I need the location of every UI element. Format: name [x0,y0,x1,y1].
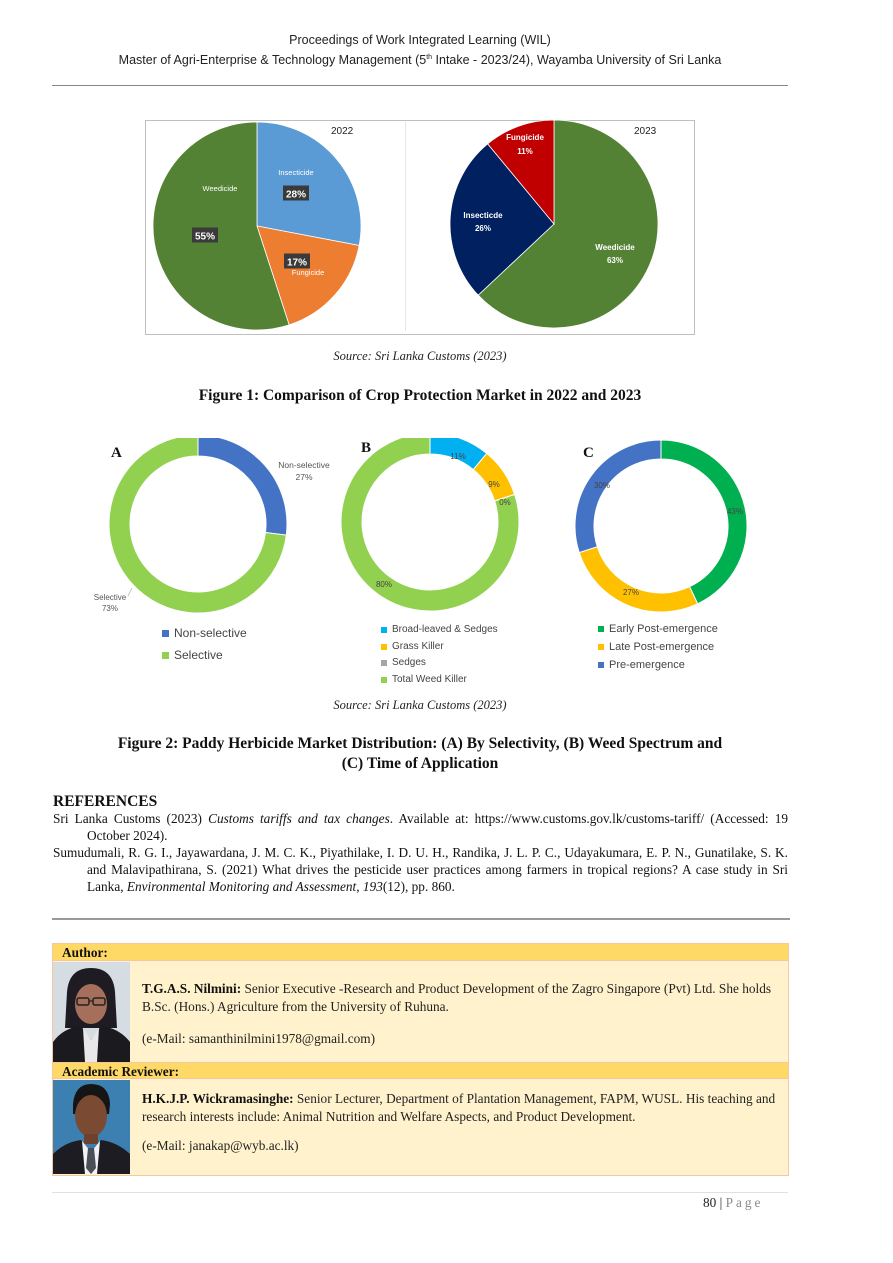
slice-insecticide [257,122,361,245]
author-reviewer-box [52,943,789,1176]
category-label-weedicide: Weedicide [202,184,238,193]
reference-text: , [356,879,363,894]
page-number-value: 80 [703,1195,717,1210]
data-label-grass-killer: 9% [488,480,500,489]
category-label-weedicide: Weedicide [595,243,635,252]
data-label-insecticide: 26% [474,224,492,233]
legend-item [381,655,498,672]
legend-label: Early Post-emergence [609,623,718,635]
pie-2022-title: 2022 [331,126,354,137]
category-label-fungicide: Fungicide [291,268,325,277]
section-divider [52,918,790,920]
slice-early-post-emergence [661,440,747,604]
legend-swatch [381,644,387,650]
data-label-late-post: 27% [622,588,640,597]
legend-b [381,622,498,688]
panel-label-c: C [583,445,594,461]
legend-swatch [598,644,604,650]
data-label-weedicide: 55% [194,231,216,243]
slice-non-selective [198,438,287,535]
reference-volume: 193 [362,879,383,894]
author-bio [142,980,787,1016]
data-label-pre-emergence: 30% [593,481,611,490]
legend-item [598,620,718,638]
legend-item [162,644,247,666]
legend-item [381,622,498,639]
running-header [0,32,840,69]
author-photo [53,962,130,1062]
legend-label: Late Post-emergence [609,641,715,653]
reviewer-description: Senior Lecturer, Department of Plantation Management, FAPM, WUSL. His teaching and research interests include: Animal Nutrition and Welfare Aspects, and Product Development. [142,1091,776,1124]
reference-item [53,810,788,844]
header-divider [52,85,788,86]
category-label-selective: Selective [93,593,127,602]
legend-swatch [598,662,604,668]
figure-2-caption-line-1: Figure 2: Paddy Herbicide Market Distribution: (A) By Selectivity, (B) Weed Spectrum and [117,735,723,752]
figure-1-panel-divider [405,122,406,331]
reviewer-photo [53,1080,130,1174]
category-label-insecticide: Insecticde [463,211,503,220]
footer-divider [52,1192,788,1193]
slice-pre-emergence [575,440,661,553]
author-heading: Author: [53,944,788,961]
legend-label: Broad-leaved & Sedges [392,624,498,635]
pie-chart-2022 [150,118,365,334]
author-email[interactable]: (e-Mail: samanthinilmini1978@gmail.com) [142,1031,376,1046]
legend-swatch [162,652,169,659]
donut-chart-selectivity [80,438,340,618]
pie-chart-2023 [450,118,660,334]
data-label-non-selective: 27% [295,472,313,482]
page-word: Page [725,1195,764,1210]
reference-text[interactable]: . Available at: https://www.customs.gov.lk/customs-tariff/ (Accessed: 19 October 2024). [87,811,788,843]
category-label-insecticide: Insecticide [278,168,314,177]
pie-2023-title: 2023 [634,126,657,137]
legend-swatch [598,626,604,632]
data-label-insecticide: 28% [285,189,307,201]
legend-item [598,638,718,656]
legend-a [162,622,247,666]
leader-line [128,588,132,596]
legend-swatch [162,630,169,637]
reference-title: Customs tariffs and tax changes [208,811,390,826]
reviewer-bio [142,1090,787,1126]
panel-label-a: A [111,445,122,461]
legend-label: Sedges [392,657,426,668]
reference-text: (12), pp. 860. [382,879,455,894]
legend-item [162,622,247,644]
header-superscript: th [426,54,433,61]
data-label-weedicide: 63% [606,256,624,265]
category-label-non-selective: Non-selective [278,460,330,470]
page-separator: | [716,1195,726,1210]
reference-text: Sri Lanka Customs (2023) [53,811,209,826]
figure-2-caption [0,734,840,774]
figure-1-source: Source: Sri Lanka Customs (2023) [333,349,507,363]
data-label-total-weed-killer: 80% [375,580,393,589]
legend-label: Grass Killer [392,640,444,652]
legend-swatch [381,627,387,633]
legend-c [598,620,718,674]
legend-item [381,672,498,689]
figure-2-source: Source: Sri Lanka Customs (2023) [333,698,507,712]
header-line-2-text: Master of Agri-Enterprise & Technology Management (5 [118,53,427,68]
data-label-sedges: 0% [499,498,511,507]
author-description: Senior Executive -Research and Product Development of the Zagro Singapore (Pvt) Ltd. She holds B.Sc. (Hons.) Agriculture from the University of Ruhuna. [142,981,772,1014]
reviewer-email[interactable]: (e-Mail: janakap@wyb.ac.lk) [142,1138,299,1153]
reviewer-name: H.K.J.P. Wickramasinghe: [142,1091,294,1106]
reviewer-heading: Academic Reviewer: [53,1062,788,1079]
figure-1-caption: Figure 1: Comparison of Crop Protection Market in 2022 and 2023 [198,387,642,404]
category-label-fungicide: Fungicide [506,133,544,142]
legend-item [598,656,718,674]
legend-swatch [381,660,387,666]
legend-swatch [381,677,387,683]
data-label-early-post: 43% [726,507,744,516]
legend-item [381,639,498,656]
legend-label: Selective [174,648,223,662]
data-label-fungicide: 11% [517,147,533,156]
donut-chart-application-time [565,438,760,618]
references-heading: REFERENCES [53,793,158,810]
data-label-broad-leaved: 11% [450,452,466,461]
panel-label-b: B [361,440,372,456]
legend-label: Non-selective [174,626,247,640]
data-label-selective: 73% [101,604,119,613]
page-number [703,1195,763,1211]
donut-chart-weed-spectrum [335,438,535,618]
header-line-2-rest: Intake - 2023/24), Wayamba University of Sri Lanka [432,53,722,68]
figure-2-caption-line-2: (C) Time of Application [341,755,499,772]
data-label-fungicide: 17% [286,257,308,269]
reference-text: Sumudumali, R. G. I., Jayawardana, J. M. C. K., Piyathilake, I. D. U. H., Randika, J. L. P. C., Udayakumara, E. P. N., Gunatilake, S. K. and Malavipathirana, S. (2021) What drives the pesticide user practices among farmers in tropical regions? A case study in Sri Lanka, [53,845,788,894]
legend-label: Total Weed Killer [392,673,467,685]
author-name: T.G.A.S. Nilmini: [142,981,242,996]
references-section [53,793,788,895]
reference-journal: Environmental Monitoring and Assessment [126,879,357,894]
legend-label: Pre-emergence [609,659,685,671]
reference-item [53,844,788,895]
slice-late-post-emergence [579,547,697,612]
header-line-2 [0,49,840,69]
header-line-1: Proceedings of Work Integrated Learning (WIL) [289,33,551,47]
